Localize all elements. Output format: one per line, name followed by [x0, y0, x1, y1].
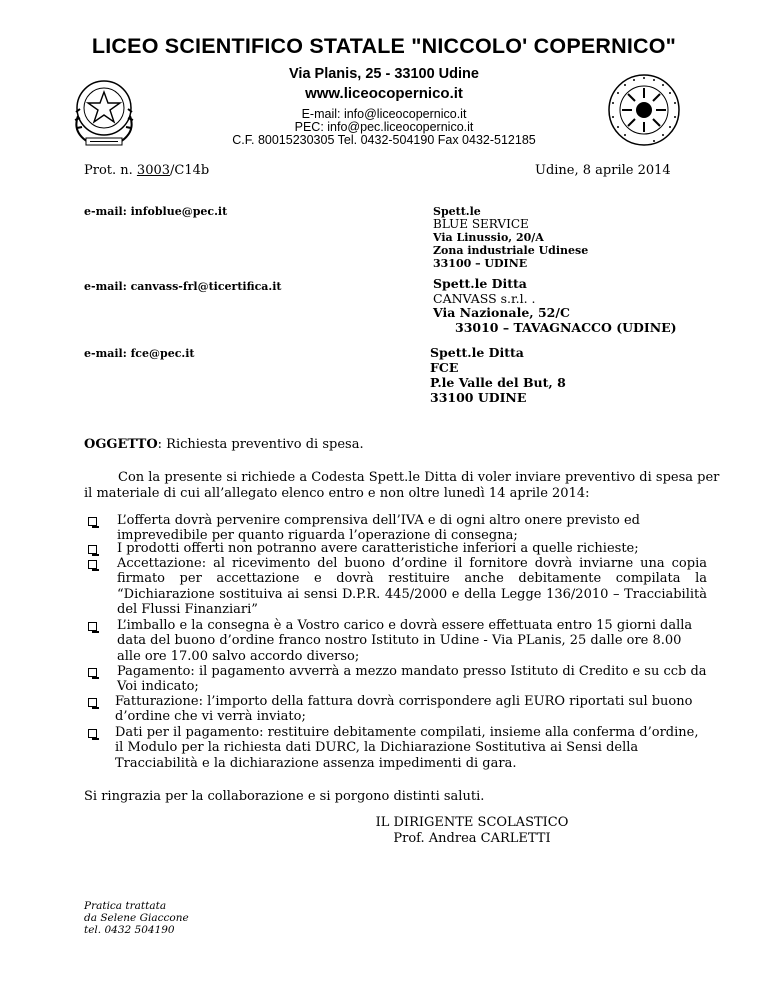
- school-seal-logo: [606, 72, 682, 148]
- recipient-1-line-4: Zona industriale Udinese: [433, 244, 589, 257]
- italian-republic-emblem: [64, 72, 144, 150]
- recipient-address-1: [433, 205, 588, 270]
- checkbox-bullet-icon: [88, 545, 97, 554]
- school-pec: PEC: info@pec.liceocopernico.it: [294, 120, 474, 134]
- recipient-3-line-4: 33100 UDINE: [430, 390, 527, 405]
- recipient-1-line-3: Via Linussio, 20/A: [433, 231, 544, 244]
- subject-line: [84, 437, 364, 453]
- condition-item: Accettazione: al ricevimento del buono d’ordine il fornitore dovrà inviarne una copia firmato per accettazione e dovrà restituire anche debitamente compilata la “Dichiarazione sostituiva ai sensi D.P.R. 445/2000 e della Legge 136/2010 – Tracciabilità del Flussi Finanziari”: [117, 556, 707, 617]
- recipient-3-line-2: FCE: [430, 360, 459, 375]
- recipient-address-3: [430, 345, 566, 405]
- recipient-email-3: e-mail: fce@pec.it: [84, 347, 195, 360]
- school-website: www.liceocopernico.it: [305, 85, 463, 102]
- recipient-3-line-3: P.le Valle del But, 8: [430, 375, 566, 390]
- subject-text: : Richiesta preventivo di spesa.: [157, 437, 364, 452]
- recipient-1-line-2: BLUE SERVICE: [433, 217, 529, 231]
- footer-line-2: da Selene Giaccone: [84, 912, 189, 924]
- protocol-prefix: Prot. n.: [84, 163, 137, 178]
- signature-role: IL DIRIGENTE SCOLASTICO: [375, 815, 569, 830]
- checkbox-bullet-icon: [88, 668, 97, 677]
- checkbox-bullet-icon: [88, 729, 97, 738]
- protocol-suffix: /C14b: [170, 163, 210, 178]
- checkbox-bullet-icon: [88, 698, 97, 707]
- school-address: Via Planis, 25 - 33100 Udine: [289, 66, 479, 82]
- footer-contact: [84, 900, 189, 936]
- protocol-number: [84, 163, 209, 178]
- recipient-2-line-3: Via Nazionale, 52/C: [433, 305, 570, 320]
- checkbox-bullet-icon: [88, 560, 97, 569]
- footer-line-3: tel. 0432 504190: [84, 924, 175, 936]
- condition-item: I prodotti offerti non potranno avere caratteristiche inferiori a quelle richieste;: [117, 541, 639, 556]
- subject-label: OGGETTO: [84, 437, 158, 452]
- recipient-email-1: e-mail: infoblue@pec.it: [84, 205, 228, 218]
- recipient-email-2: e-mail: canvass-frl@ticertifica.it: [84, 280, 282, 293]
- recipient-address-2: [433, 277, 677, 335]
- recipient-2-line-2: CANVASS s.r.l. .: [433, 290, 536, 306]
- intro-line-1: Con la presente si richiede a Codesta Spett.le Ditta di voler inviare preventivo di spesa per: [118, 470, 720, 485]
- signature-block: [372, 815, 572, 847]
- checkbox-bullet-icon: [88, 622, 97, 631]
- condition-item: L’imballo e la consegna è a Vostro carico e dovrà essere effettuata entro 15 giorni dalla data del buono d’ordine franco nostro Istituto in Udine - Via PLanis, 25 dalle ore 8.00 alle ore 17.00 salvo accordo diverso;: [117, 618, 693, 664]
- recipient-3-line-1: Spett.le Ditta: [430, 345, 524, 360]
- school-fiscal-info: C.F. 80015230305 Tel. 0432-504190 Fax 0432-512185: [232, 133, 536, 147]
- condition-item: Pagamento: il pagamento avverrà a mezzo mandato presso Istituto di Credito e su ccb da Voi indicato;: [117, 664, 707, 695]
- school-email: E-mail: info@liceocopernico.it: [301, 107, 467, 121]
- condition-item: Dati per il pagamento: restituire debitamente compilati, insieme alla conferma d’ordine, il Modulo per la richiesta dati DURC, la Dichiarazione Sostitutiva ai Sensi della Tracciabilità e la dichiarazione assenza impedimenti di gara.: [115, 725, 699, 771]
- checkbox-bullet-icon: [88, 517, 97, 526]
- protocol-id: 3003: [136, 163, 171, 178]
- footer-line-1: Pratica trattata: [84, 900, 167, 912]
- closing-greeting: Si ringrazia per la collaborazione e si porgono distinti saluti.: [84, 789, 485, 804]
- condition-item: L’offerta dovrà pervenire comprensiva dell’IVA e di ogni altro onere previsto ed imprevedibile per quanto riguarda l’operazione di consegna;: [117, 513, 640, 544]
- signature-name: Prof. Andrea CARLETTI: [393, 831, 551, 846]
- intro-line-2: il materiale di cui all’allegato elenco entro e non oltre lunedì 14 aprile 2014:: [84, 486, 590, 501]
- condition-item: Fatturazione: l’importo della fattura dovrà corrispondere agli EURO riportati sul buono d’ordine che vi verrà inviato;: [115, 694, 693, 725]
- school-name: LICEO SCIENTIFICO STATALE "NICCOLO' COPERNICO": [91, 34, 677, 58]
- place-date: Udine, 8 aprile 2014: [535, 163, 671, 178]
- recipient-2-line-4: 33010 – TAVAGNACCO (UDINE): [455, 319, 677, 335]
- recipient-2-line-1: Spett.le Ditta: [433, 276, 527, 291]
- recipient-1-line-5: 33100 – UDINE: [433, 257, 528, 270]
- recipient-1-line-1: Spett.le: [433, 205, 481, 218]
